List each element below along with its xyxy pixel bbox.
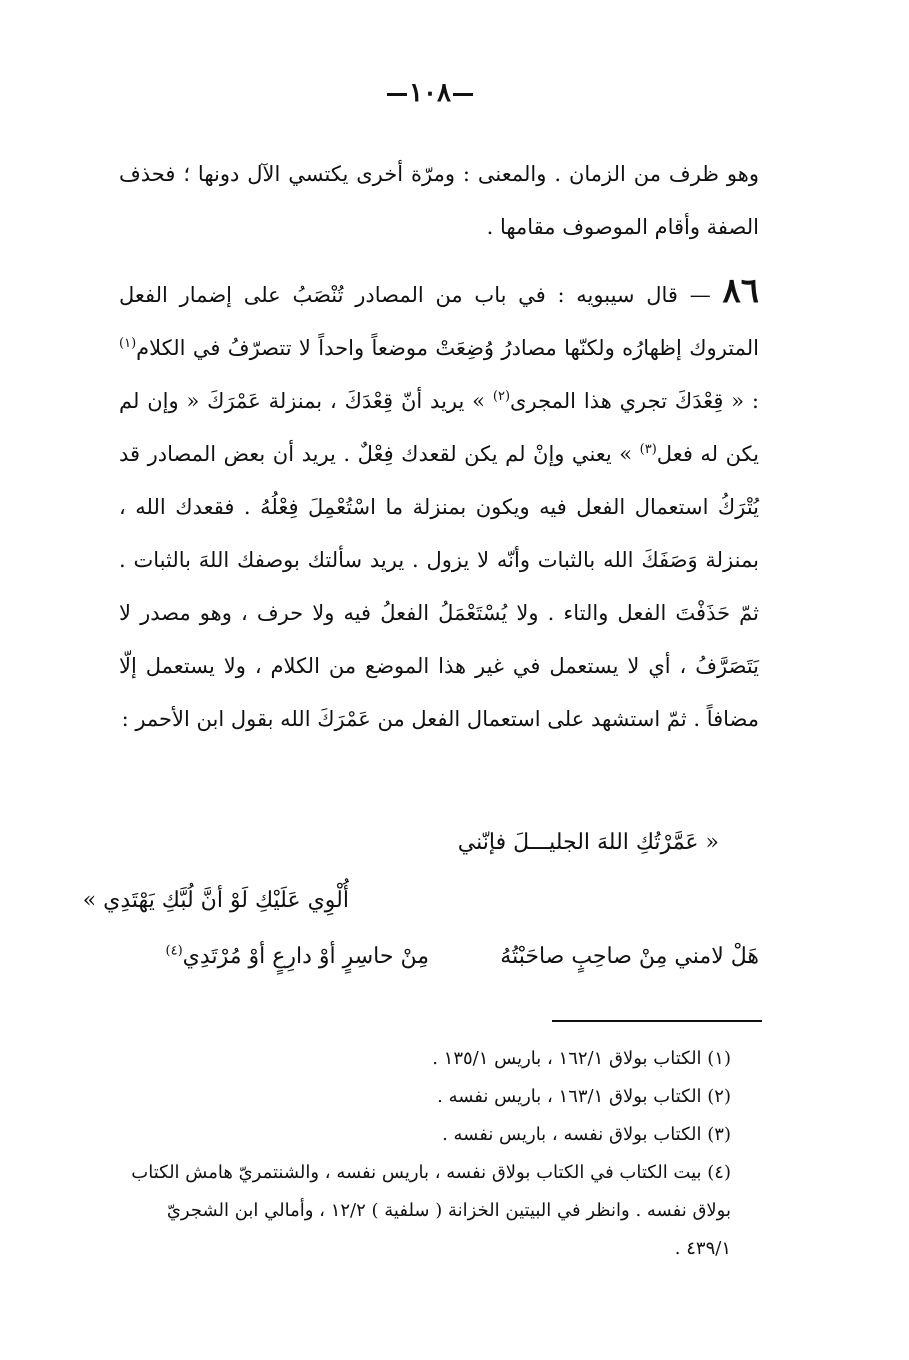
- footnote-3: (٣) الكتاب بولاق نفسه ، باريس نفسه .: [442, 1124, 731, 1145]
- paragraph-2-part-b: : « قِعْدَكَ تجري هذا المجرى: [510, 389, 760, 413]
- paragraph-2-part-d: » يعني وإنْ لم يكن لقعدك فِعْلٌ . يريد أن بعض المصادر قد يُتْرَكُ استعمال الفعل فيه ويكون بمنزلة ما اسْتُعْمِلَ فِعْلُهُ . فقعدك الله ، بمنزلة وَصَفَكَ الله بالثبات وأنّه لا يزول . يريد سألتك بوصفك اللهَ بالثبات . ثمّ حَذَفْتَ الفعل والتاء . ولا يُسْتَعْمَلُ الفعلُ فيه ولا حرف ، وهو مصدر لا يَتَصَرَّفُ ، أي لا يستعمل في غير هذا الموضع من الكلام ، ولا يستعمل إلّا مضافاً . ثمّ استشهد على استعمال الفعل من عَمْرَكَ الله بقول ابن الأحمر :: [119, 442, 759, 731]
- entry-number: ٨٦: [722, 271, 759, 311]
- footnote-1: (١) الكتاب بولاق ١٦٢/١ ، باريس ١٣٥/١ .: [432, 1048, 731, 1069]
- footnote-ref-2: (٢): [492, 389, 511, 404]
- paragraph-2-part-a: — قال سيبويه : في باب من المصادر تُنْصَبُ على إضمار الفعل المتروك إظهارُه ولكنّها مصادرُ وُضِعَتْ موضعاً واحداً لا تتصرّفُ في الكلام: [119, 283, 759, 360]
- page-number-text: ١٠٨: [409, 78, 451, 108]
- dash-right: [453, 93, 473, 96]
- footnote-4: (٤) بيت الكتاب في الكتاب بولاق نفسه ، باريس نفسه ، والشنتمريّ هامش الكتاب بولاق نفسه . وانظر في البيتين الخزانة ( سلفية ) ١٢/٢ ، وأمالي ابن الشجريّ ٤٣٩/١ .: [131, 1162, 731, 1259]
- footnote-ref-1: (١): [119, 336, 137, 351]
- paragraph-1: وهو ظرف من الزمان . والمعنى : ومرّة أخرى يكتسي الآل دونها ؛ فحذف الصفة وأقام الموصوف مقامها .: [119, 162, 759, 239]
- dash-left: [387, 93, 407, 96]
- paragraph-2-part-c: » يريد أنّ قِعْدَكَ ، بمنزلة عَمْرَكَ « وإن لم يكن له فعل: [119, 389, 759, 466]
- verse-3: هَلْ لامني مِنْ صاحِبٍ صاحَبْتُهُ: [500, 944, 759, 969]
- verse-1: « عَمَّرْتُكِ اللهَ الجليـــلَ فإنّني: [457, 830, 719, 855]
- verse-4-text: مِنْ حاسِرٍ أوْ دارِعٍ أوْ مُرْتَدِي: [182, 944, 429, 969]
- footnote-ref-4: (٤): [165, 943, 183, 959]
- page-number: [380, 78, 480, 108]
- footnotes: [119, 1040, 759, 1268]
- verse-4: [166, 944, 429, 969]
- verse-2: أُلْوِي عَلَيْكِ لَوْ أنَّ لُبَّكِ يَهْتَدِي »: [82, 888, 349, 913]
- footnote-ref-3: (٣): [639, 442, 657, 457]
- footnote-2: (٢) الكتاب بولاق ١٦٣/١ ، باريس نفسه .: [437, 1086, 731, 1107]
- paragraph-2: [119, 265, 759, 746]
- footnote-separator: [552, 1020, 762, 1022]
